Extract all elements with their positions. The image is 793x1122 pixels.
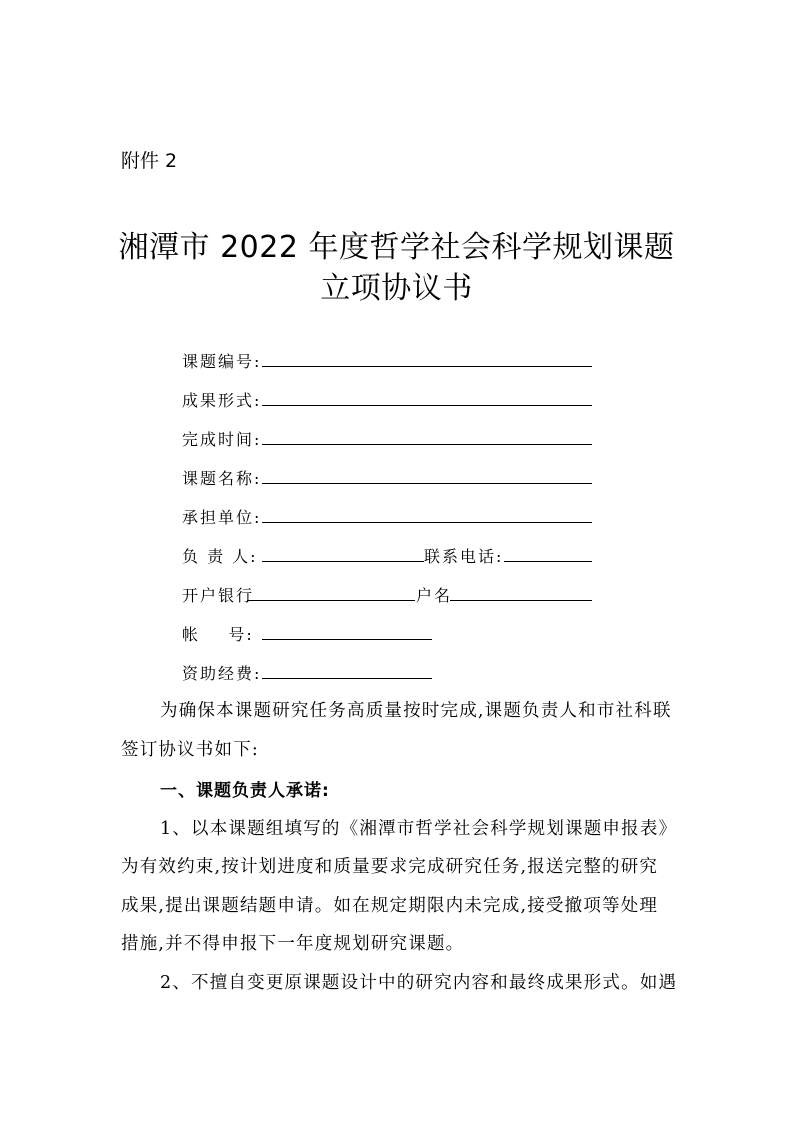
completion-time-line[interactable] bbox=[262, 444, 592, 445]
contact-phone-label: 联系电话: bbox=[424, 547, 504, 566]
item-1-line-2: 为有效约束,按计划进度和质量要求完成研究任务,报送完整的研究 bbox=[121, 857, 659, 877]
responsible-person-label: 负 责 人: bbox=[182, 547, 258, 566]
intro-paragraph-line-2: 签订协议书如下: bbox=[121, 740, 259, 760]
item-1-line-3: 成果,提出课题结题申请。如在规定期限内未完成,接受撤项等处理 bbox=[121, 896, 659, 916]
result-form-label: 成果形式: bbox=[182, 391, 262, 410]
attachment-label: 附件 2 bbox=[121, 150, 178, 172]
project-name-label: 课题名称: bbox=[182, 469, 262, 488]
project-number-label: 课题编号: bbox=[182, 352, 262, 371]
responsible-person-line[interactable] bbox=[262, 561, 424, 562]
item-1-line-4: 措施,并不得申报下一年度规划研究课题。 bbox=[121, 934, 465, 954]
bank-label: 开户银行 bbox=[182, 586, 255, 605]
result-form-line[interactable] bbox=[262, 405, 592, 406]
project-name-line[interactable] bbox=[262, 483, 592, 484]
account-name-label: 户名 bbox=[416, 586, 453, 605]
document-title-line-2: 立项协议书 bbox=[320, 271, 473, 306]
account-name-line[interactable] bbox=[450, 600, 592, 601]
document-title-line-1: 湘潭市 2022 年度哲学社会科学规划课题 bbox=[118, 230, 675, 265]
undertaking-unit-label: 承担单位: bbox=[182, 508, 262, 527]
project-number-line[interactable] bbox=[262, 366, 592, 367]
item-1-line-1: 1、以本课题组填写的《湘潭市哲学社会科学规划课题申报表》 bbox=[160, 819, 678, 839]
undertaking-unit-line[interactable] bbox=[262, 522, 592, 523]
funding-line[interactable] bbox=[262, 678, 432, 679]
item-2-line-1: 2、不擅自变更原课题设计中的研究内容和最终成果形式。如遇 bbox=[160, 973, 678, 993]
account-number-label: 帐 号: bbox=[182, 625, 254, 644]
account-number-line[interactable] bbox=[262, 639, 432, 640]
contact-phone-line[interactable] bbox=[504, 561, 592, 562]
section-1-heading: 一、课题负责人承诺: bbox=[160, 781, 330, 801]
bank-line[interactable] bbox=[247, 600, 415, 601]
intro-paragraph-line-1: 为确保本课题研究任务高质量按时完成,课题负责人和市社科联 bbox=[160, 701, 672, 721]
completion-time-label: 完成时间: bbox=[182, 430, 262, 449]
funding-label: 资助经费: bbox=[182, 664, 262, 683]
